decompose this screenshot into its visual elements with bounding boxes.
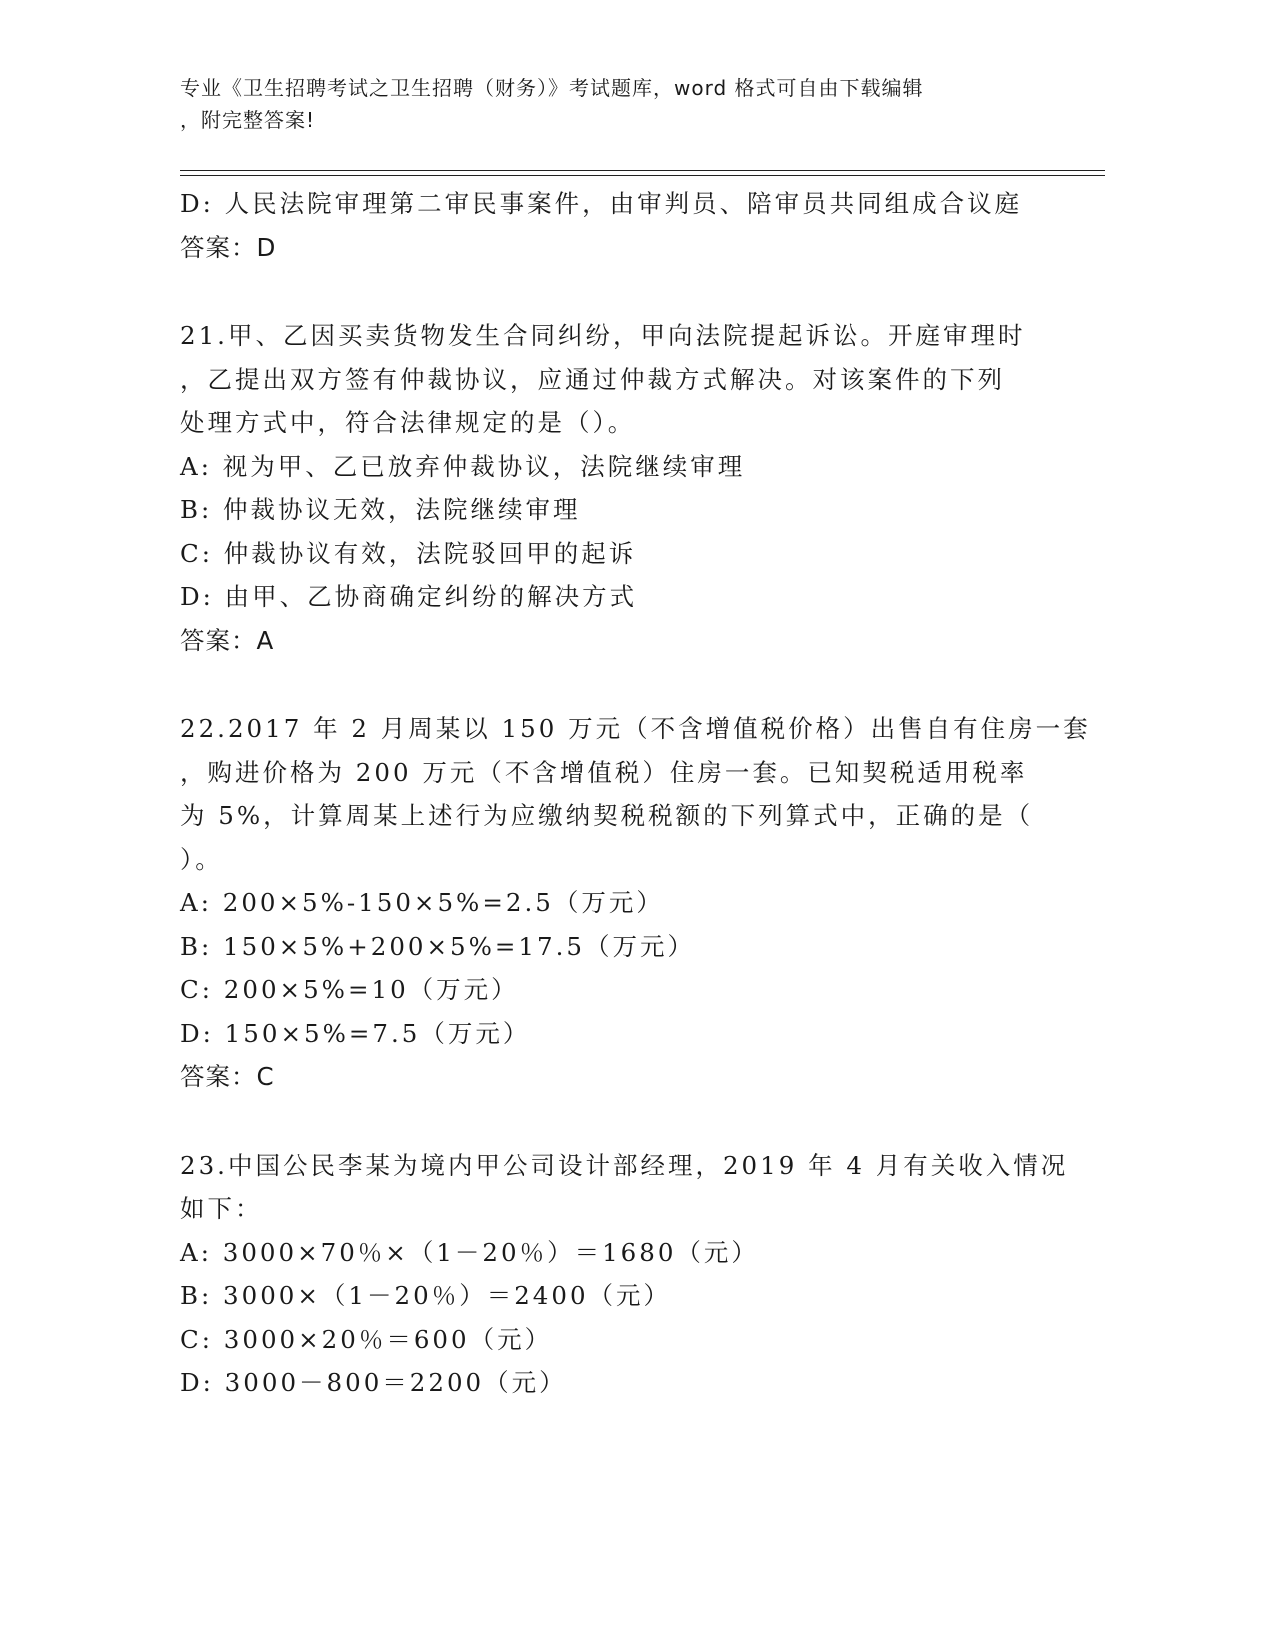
document-body: [180, 182, 1091, 1405]
option-d: D: 由甲、乙协商确定纠纷的解决方式: [180, 582, 638, 611]
answer-line: 答案：D: [180, 232, 277, 262]
option-c: C: 仲裁协议有效，法院驳回甲的起诉: [180, 538, 637, 568]
previous-question-tail: [180, 182, 1060, 269]
header-rule-top: [180, 170, 1105, 171]
answer-line: 答案：C: [180, 1062, 275, 1091]
question-stem-line: ，乙提出双方签有仲裁协议，应通过仲裁方式解决。对该案件的下列: [180, 364, 1005, 394]
option-c: C: 3000×20％＝600（元）: [180, 1324, 553, 1354]
question-stem-line: ）。: [180, 844, 223, 874]
question-22: [180, 707, 1091, 1099]
option-a: A: 3000×70％×（1－20％）＝1680（元）: [180, 1237, 759, 1267]
option-b: B: 150×5%+200×5%=17.5（万元）: [180, 931, 695, 961]
option-a: A: 200×5%-150×5%=2.5（万元）: [180, 888, 664, 917]
document-header: [180, 72, 1060, 136]
question-stem-line: ，购进价格为 200 万元（不含增值税）住房一套。已知契税适用税率: [180, 757, 1028, 787]
question-stem-line: 23.中国公民李某为境内甲公司设计部经理，2019 年 4 月有关收入情况: [180, 1150, 1069, 1180]
question-stem-line: 22.2017 年 2 月周某以 150 万元（不含增值税价格）出售自有住房一套: [180, 714, 1091, 743]
question-stem-line: 为 5%，计算周某上述行为应缴纳契税税额的下列算式中，正确的是（: [180, 801, 1034, 830]
header-line-1: 专业《卫生招聘考试之卫生招聘（财务）》考试题库，word 格式可自由下载编辑: [180, 76, 924, 100]
option-b: B: 仲裁协议无效，法院继续审理: [180, 495, 581, 524]
option-d: D: 3000－800＝2200（元）: [180, 1368, 567, 1397]
question-23: [180, 1144, 1069, 1405]
question-stem-line: 21.甲、乙因买卖货物发生合同纠纷，甲向法院提起诉讼。开庭审理时: [180, 321, 1026, 350]
option-a: A: 视为甲、乙已放弃仲裁协议，法院继续审理: [180, 451, 746, 481]
header-line-2: ，附完整答案!: [180, 108, 316, 132]
header-rule-bottom: [180, 175, 1105, 176]
question-stem-line: 如下：: [180, 1194, 263, 1223]
question-stem-line: 处理方式中，符合法律规定的是（）。: [180, 408, 636, 437]
option-d: D: 150×5%=7.5（万元）: [180, 1018, 531, 1048]
question-21: [180, 314, 1060, 662]
option-c: C: 200×5%=10（万元）: [180, 975, 519, 1004]
option-d: D: 人民法院审理第二审民事案件，由审判员、陪审员共同组成合议庭: [180, 189, 1023, 218]
option-b: B: 3000×（1－20％）＝2400（元）: [180, 1281, 672, 1310]
answer-line: 答案：A: [180, 625, 275, 655]
